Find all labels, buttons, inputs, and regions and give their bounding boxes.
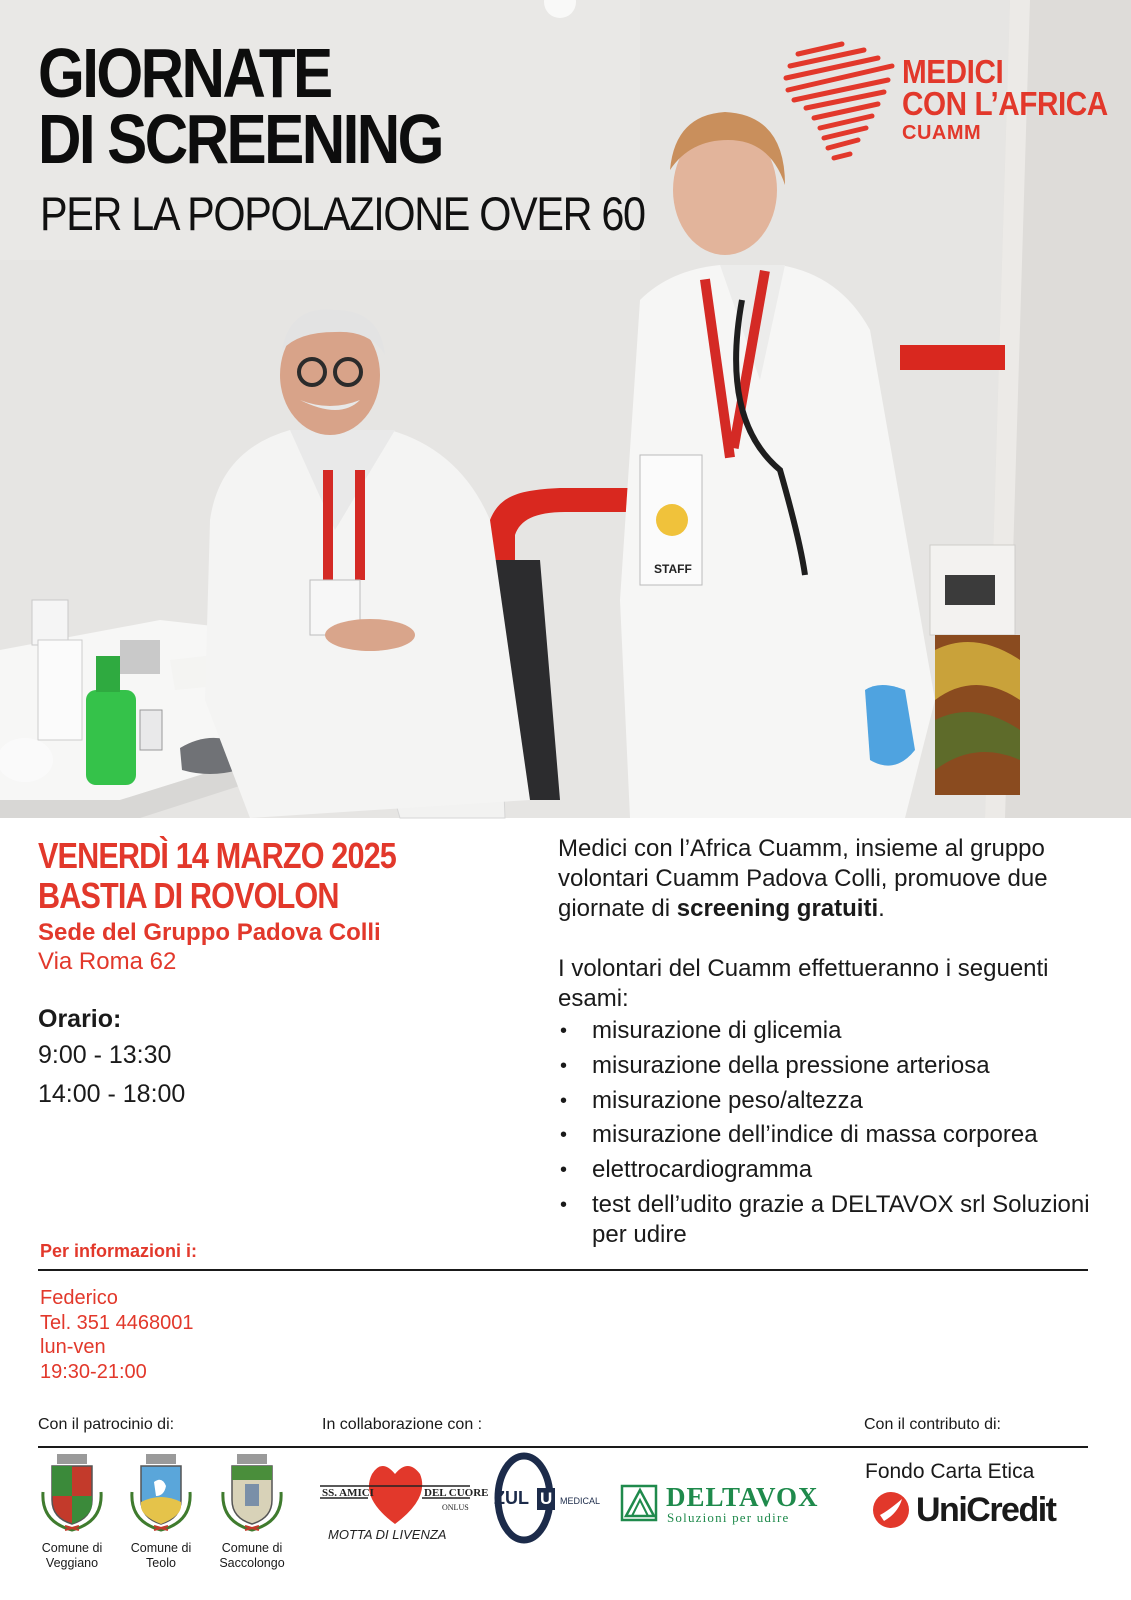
event-details (38, 836, 508, 1114)
exam-item: • test dell’udito grazie a DELTAVOX srl Soluzioni per udire (558, 1190, 1098, 1250)
crest-veggiano (32, 1452, 112, 1571)
deltavox-logo (620, 1478, 832, 1528)
collaboration-label: In collaborazione con : (322, 1416, 483, 1433)
crest-caption-1: Comune di (41, 1541, 103, 1555)
contact-label: Per informazioni i: (40, 1241, 198, 1261)
contact-days: lun-ven (40, 1336, 106, 1358)
subtitle: PER LA POPOLAZIONE OVER 60 (40, 187, 645, 240)
patronage-label: Con il patrocinio di: (38, 1416, 175, 1433)
amici-right: DEL CUORE (424, 1487, 489, 1499)
logo-line-3: CUAMM (902, 122, 982, 144)
crest-caption-2: Saccolongo (219, 1556, 285, 1570)
exam-item: • elettrocardiogramma (558, 1155, 1098, 1185)
coat-of-arms-icon (126, 1452, 196, 1534)
logo-line-2: CON L’AFRICA (902, 85, 1108, 122)
exams-intro: I volontari del Cuamm effettueranno i seguenti esami: (558, 955, 1049, 1012)
event-address: Via Roma 62 (38, 948, 177, 975)
headline-line-2: DI SCREENING (38, 100, 442, 178)
contribution-label: Con il contributo di: (864, 1416, 1001, 1433)
crest-caption-1: Comune di (130, 1541, 192, 1555)
zulu-medical-logo (494, 1452, 606, 1544)
event-date: VENERDÌ 14 MARZO 2025 (38, 835, 396, 876)
coat-of-arms-icon (37, 1452, 107, 1534)
exam-item: • misurazione di glicemia (558, 1016, 1098, 1046)
amici-city: MOTTA DI LIVENZA (328, 1527, 447, 1542)
amici-left: SS. AMICI (322, 1487, 374, 1499)
heart-icon (320, 1452, 489, 1542)
headline-line-1: GIORNATE (38, 34, 331, 112)
divider-top (38, 1269, 1088, 1271)
hours-slot-morning: 9:00 - 13:30 (38, 1041, 172, 1069)
amici-del-cuore-logo (320, 1452, 489, 1542)
logo-wordmark (902, 53, 1131, 146)
africa-map-icon (780, 36, 900, 166)
exam-item: • misurazione della pressione arteriosa (558, 1051, 1098, 1081)
exam-item: • misurazione peso/altezza (558, 1086, 1098, 1116)
intro-end: . (878, 895, 885, 922)
description (558, 834, 1098, 1255)
crest-caption-2: Teolo (146, 1556, 176, 1570)
zulu-medical: MEDICAL (560, 1496, 601, 1506)
amici-onlus: ONLUS (442, 1503, 469, 1512)
zulu-text-a: ZUL (494, 1488, 529, 1508)
deltavox-mark-icon (620, 1478, 832, 1528)
crest-teolo (121, 1452, 201, 1571)
unicredit-icon (872, 1491, 910, 1529)
deltavox-name: DELTAVOX (666, 1482, 819, 1512)
hours-slot-afternoon: 14:00 - 18:00 (38, 1080, 186, 1108)
unicredit-text: UniCredit (916, 1490, 1056, 1529)
cuamm-logo (780, 36, 1108, 166)
contact-phone[interactable]: Tel. 351 4468001 (40, 1311, 194, 1334)
intro-bold: screening gratuiti (676, 895, 879, 922)
contact-name: Federico (40, 1287, 118, 1309)
event-place: BASTIA DI ROVOLON (38, 875, 339, 916)
intro-text: Medici con l’Africa Cuamm, insieme al gruppo volontari Cuamm Padova Colli, promuove due giornate di (558, 835, 1048, 922)
zulu-text-b: U (540, 1489, 553, 1508)
crest-caption-2: Veggiano (45, 1556, 99, 1570)
contact-block (40, 1286, 193, 1384)
headline (38, 34, 508, 178)
crest-saccolongo (212, 1452, 292, 1571)
event-venue: Sede del Gruppo Padova Colli (38, 919, 381, 946)
exam-item: • misurazione dell’indice di massa corporea (558, 1120, 1098, 1150)
deltavox-tagline: Soluzioni per udire (667, 1510, 790, 1525)
contact-time: 19:30-21:00 (40, 1360, 147, 1383)
divider-bottom (38, 1446, 1088, 1448)
coat-of-arms-icon (217, 1452, 287, 1534)
logo-line-1: MEDICI (902, 53, 1004, 90)
staff-badge-text: STAFF (654, 562, 692, 576)
fondo-carta-etica: Fondo Carta Etica (865, 1460, 1035, 1483)
crest-caption-1: Comune di (221, 1541, 283, 1555)
description-intro (558, 834, 1098, 924)
zulu-mark-icon (494, 1452, 606, 1544)
unicredit-logo (872, 1486, 1056, 1534)
hours-title: Orario: (38, 1005, 122, 1033)
exam-list (558, 1016, 1098, 1250)
